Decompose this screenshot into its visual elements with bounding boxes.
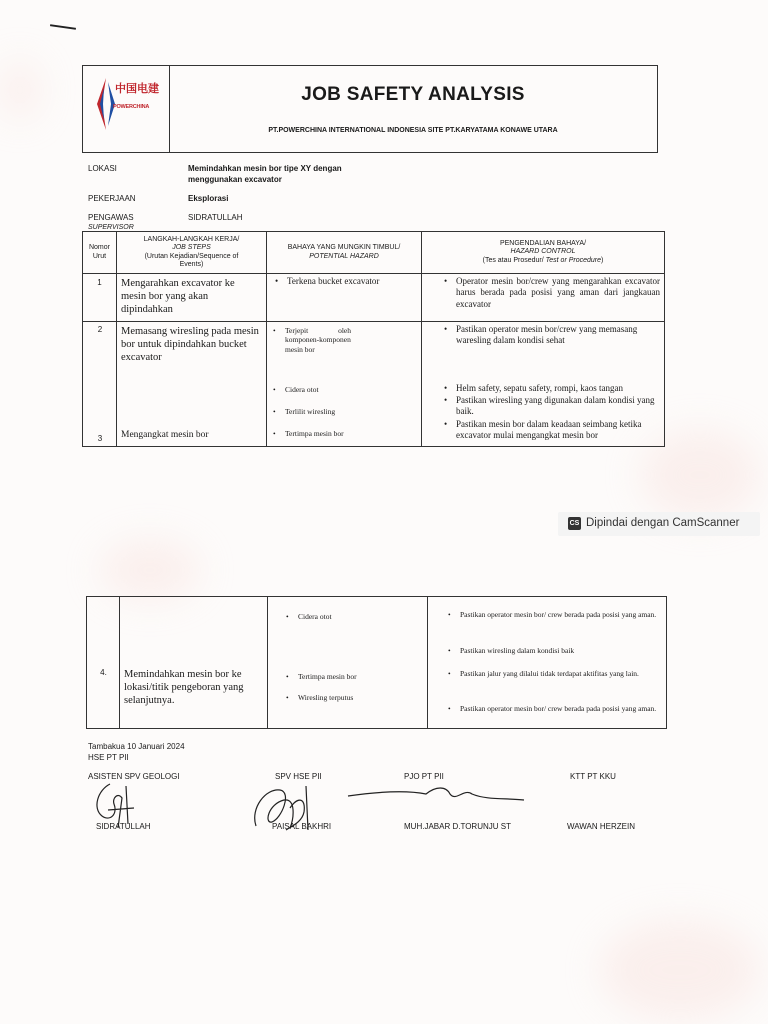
lokasi-value-line2: menggunakan excavator — [188, 175, 282, 184]
place-date: Tambakua 10 Januari 2024 — [88, 742, 185, 751]
row4-control-1: Pastikan operator mesin bor/ crew berada pada posisi yang aman. — [460, 610, 657, 619]
row2-hazard-1: Terjepit oleh komponen-komponen mesin bor — [285, 326, 351, 354]
row3-control: Pastikan mesin bor dalam keadaan seimbang ketika excavator mulai mengangkat mesin bor — [456, 419, 642, 441]
row4-step: Memindahkan mesin bor ke lokasi/titik pengeboran yang selanjutnya. — [124, 669, 244, 707]
row2-step-cell — [117, 322, 267, 447]
header-nomor: Nomor Urut — [83, 232, 117, 274]
supervisor-label: SUPERVISOR — [88, 224, 134, 231]
pengawas-value: SIDRATULLAH — [188, 213, 243, 222]
sig4-name: WAWAN HERZEIN — [567, 822, 635, 831]
logo-english-text: POWERCHINA — [113, 104, 150, 110]
row1-step: Mengarahkan excavator ke mesin bor yang akan dipindahkan — [117, 274, 267, 322]
row4-step-cell — [120, 597, 268, 729]
row4-control-3: Pastikan jalur yang dilalui tidak terdapat aktifitas yang lain. — [460, 669, 639, 678]
row4-control-cell: • Pastikan operator mesin bor/ crew berada pada posisi yang aman. • Pastikan wiresling dalam kondisi baik • Pastikan jalur yang dilalui tidak terdapat aktifitas yang lain. • Pastikan operator mesin bor/ crew berada pada posisi yang aman. — [428, 597, 667, 729]
sig1-name: SIDRATULLAH — [96, 822, 151, 831]
row3-number: 3 — [97, 434, 103, 443]
row3-step: Mengangkat mesin bor — [121, 430, 209, 440]
row4-hazard-cell: • Cidera otot • Tertimpa mesin bor • Wiresling terputus — [268, 597, 428, 729]
pen-mark — [50, 24, 76, 30]
sig2-name: PAISAL BAKHRI — [272, 822, 332, 831]
signature-muh-jabar — [346, 782, 526, 810]
table-row — [83, 322, 665, 447]
table-row — [83, 274, 665, 322]
header-potential-hazard: BAHAYA YANG MUNGKIN TIMBUL/ POTENTIAL HAZARD — [267, 232, 422, 274]
document-header — [82, 65, 658, 153]
row4-hazard-2: Tertimpa mesin bor — [298, 672, 357, 681]
row1-control: Operator mesin bor/crew yang mengarahkan excavator harus berada pada posisi yang aman dari jangkauan excavator — [456, 276, 660, 309]
row2-control-cell: • Pastikan operator mesin bor/crew yang memasang waresling dalam kondisi sehat • Helm safety, sepatu safety, rompi, kaos tangan • Pastikan wiresling yang digunakan dalam kondisi yang baik. • Pastikan mesin bor dalam keadaan seimbang ketika excavator mulai mengangkat mesin bor — [422, 322, 665, 447]
table-header-row — [83, 232, 665, 274]
row4-control-2: Pastikan wiresling dalam kondisi baik — [460, 646, 575, 655]
row2-control-2: Helm safety, sepatu safety, rompi, kaos tangan — [456, 383, 624, 393]
page-title: JOB SAFETY ANALYSIS — [301, 84, 525, 105]
header-hazard-control: PENGENDALIAN BAHAYA/ HAZARD CONTROL (Tes atau Prosedur/ Test or Procedure) — [422, 232, 665, 274]
row2-number-cell — [83, 322, 117, 447]
camscanner-watermark — [558, 512, 760, 536]
hse-org: HSE PT PII — [88, 753, 129, 762]
row2-hazard-cell: • Terjepit oleh komponen-komponen mesin bor • Cidera otot • Terlilit wiresling • Tertimpa mesin bor — [267, 322, 422, 447]
row2-number: 2 — [97, 325, 103, 334]
row1-number: 1 — [83, 274, 117, 322]
sig1-title: ASISTEN SPV GEOLOGI — [88, 772, 180, 781]
lokasi-label: LOKASI — [88, 164, 117, 173]
jsa-table-page1 — [82, 231, 665, 447]
row4-control-4: Pastikan operator mesin bor/ crew berada pada posisi yang aman. — [460, 704, 657, 713]
header-job-steps: LANGKAH-LANGKAH KERJA/ JOB STEPS (Urutan Kejadian/Sequence of Events) — [117, 232, 267, 274]
lokasi-value-line1: Memindahkan mesin bor tipe XY dengan — [188, 164, 342, 173]
row2-control-3: Pastikan wiresling yang digunakan dalam kondisi yang baik. — [456, 395, 655, 417]
pekerjaan-label: PEKERJAAN — [88, 194, 136, 203]
company-subtitle: PT.POWERCHINA INTERNATIONAL INDONESIA SITE PT.KARYATAMA KONAWE UTARA — [268, 127, 558, 134]
table-row — [87, 597, 667, 729]
sig3-title: PJO PT PII — [404, 772, 444, 781]
jsa-table-page2 — [86, 596, 667, 729]
row1-hazard-cell: • Terkena bucket excavator — [267, 274, 422, 322]
row4-number: 4. — [100, 668, 107, 677]
sig3-name: MUH.JABAR D.TORUNJU ST — [404, 822, 511, 831]
sig4-title: KTT PT KKU — [570, 772, 616, 781]
powerchina-logo — [83, 66, 170, 152]
row4-hazard-3: Wiresling terputus — [298, 693, 354, 702]
row2-step: Memasang wiresling pada mesin bor untuk dipindahkan bucket excavator — [121, 326, 259, 364]
camscanner-icon: CS — [568, 517, 581, 530]
row1-control-cell: • Operator mesin bor/crew yang mengarahkan excavator harus berada pada posisi yang aman dari jangkauan excavator — [422, 274, 665, 322]
logo-chinese-text: 中国电建 — [115, 82, 159, 95]
row3-hazard: Tertimpa mesin bor — [285, 429, 344, 438]
pekerjaan-value: Eksplorasi — [188, 194, 229, 203]
pengawas-label: PENGAWAS — [88, 213, 134, 222]
row2-hazard-3: Terlilit wiresling — [285, 407, 336, 416]
row2-control-1: Pastikan operator mesin bor/crew yang memasang waresling dalam kondisi sehat — [456, 324, 638, 346]
camscanner-text: Dipindai dengan CamScanner — [586, 517, 740, 529]
row4-hazard-1: Cidera otot — [298, 612, 332, 621]
row1-hazard: Terkena bucket excavator — [287, 276, 380, 286]
row2-hazard-2: Cidera otot — [285, 385, 319, 394]
row4-number-cell — [87, 597, 120, 729]
sig2-title: SPV HSE PII — [275, 772, 322, 781]
